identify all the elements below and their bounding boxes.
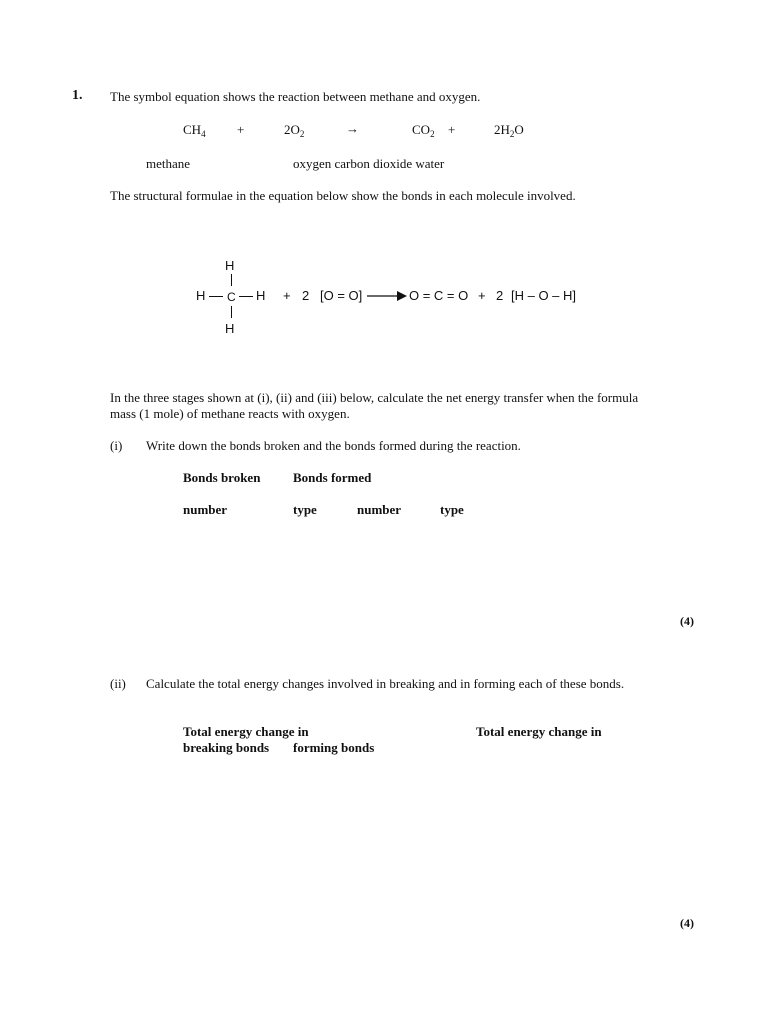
names-products: oxygen carbon dioxide water [293,156,445,171]
bond-line [231,306,232,318]
formula-oxygen: $2O_2$ [284,122,305,139]
part-ii-text: Calculate the total energy changes involved in breaking and in forming each of these bonds. [146,676,625,691]
co2-structural: O = C = O [409,288,469,303]
water-structural: [H – O – H] [511,288,577,303]
plus-sign: + [283,288,291,303]
marks-part-i: (4) [680,614,694,628]
formula-water: $2H_2O$ [494,122,524,139]
hydrogen-right: H [256,288,266,303]
reaction-arrow-icon [367,289,407,303]
plus-sign: + [478,288,486,303]
column-type: type [293,502,317,517]
heading-energy-change-left: Total energy change in [183,724,309,739]
coefficient: 2 [302,288,310,303]
heading-energy-change-right: Total energy change in [476,724,602,739]
formula-co2: $CO_2$ [412,122,435,139]
heading-bonds-broken: Bonds broken [183,470,261,485]
question-number: 1. [72,88,83,103]
reaction-arrow: → [346,121,359,136]
heading-forming-bonds: forming bonds [293,740,375,755]
hydrogen-bottom: H [225,321,235,336]
heading-breaking-bonds: breaking bonds [183,740,270,755]
marks-part-ii: (4) [680,916,694,930]
bond-line [239,296,253,297]
heading-bonds-formed: Bonds formed [293,470,372,485]
part-i-label: (i) [110,438,123,453]
part-ii-label: (ii) [110,676,126,691]
plus-sign: + [237,122,245,137]
bond-line [231,274,232,286]
carbon-atom: C [227,290,236,304]
structural-intro: The structural formulae in the equation below show the bonds in each molecule involved. [110,188,576,203]
question-intro: The symbol equation shows the reaction between methane and oxygen. [110,89,481,104]
bond-line [209,296,223,297]
name-methane: methane [146,156,191,171]
hydrogen-left: H [196,288,206,303]
column-number: number [183,502,228,517]
plus-sign: + [448,122,456,137]
part-i-text: Write down the bonds broken and the bonds formed during the reaction. [146,438,521,453]
stages-instructions: In the three stages shown at (i), (ii) and (iii) below, calculate the net energy transfer when the formula mass (1 mole) of methane reacts with oxygen. [110,390,639,421]
coefficient: 2 [496,288,504,303]
formula-methane: $CH_4$ [183,122,206,139]
column-number: number [357,502,402,517]
column-type: type [440,502,464,517]
hydrogen-top: H [225,258,235,273]
oxygen-structural: [O = O] [320,288,363,303]
